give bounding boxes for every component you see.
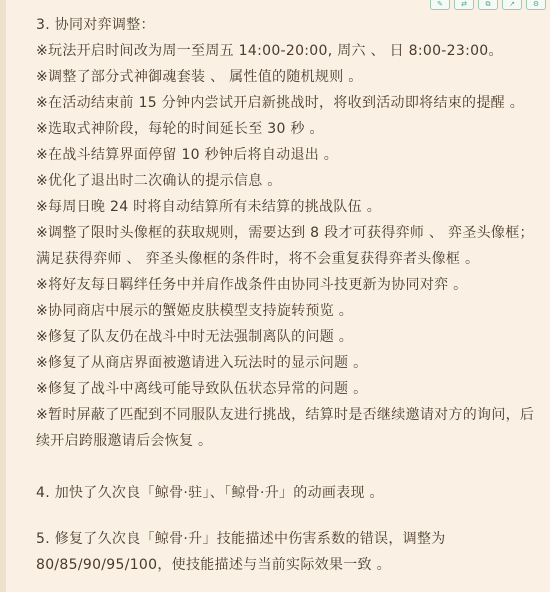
list-item: ※选取式神阶段，每轮的时间延长至 30 秒 。 xyxy=(36,121,324,137)
list-item: ※玩法开启时间改为周一至周五 14:00-20:00, 周六 、 日 8:00-23:00。 xyxy=(36,43,503,59)
edit-icon[interactable]: ✎ xyxy=(430,0,450,10)
list-item: ※暂时屏蔽了匹配到不同服队友进行挑战，结算时是否继续邀请对方的询问，后续开启跨服邀请后会恢复 。 xyxy=(36,407,535,449)
top-toolbar xyxy=(430,0,546,10)
section-3-heading: 3. 协同对弈调整： xyxy=(36,17,155,33)
list-item: ※在活动结束前 15 分钟内尝试开启新挑战时，将收到活动即将结束的提醒 。 xyxy=(36,95,524,111)
list-item: ※修复了从商店界面被邀请进入玩法时的显示问题 。 xyxy=(36,355,368,371)
list-item: ※修复了队友仍在战斗中时无法强制离队的问题 。 xyxy=(36,329,354,345)
list-item: ※修复了战斗中离线可能导致队伍状态异常的问题 。 xyxy=(36,381,368,397)
list-item: ※调整了限时头像框的获取规则，需要达到 8 段才可获得弈师 、 弈圣头像框；满足获得弈师 、 弈圣头像框的条件时，将不会重复获得弈者头像框 。 xyxy=(36,225,534,267)
patch-notes-content xyxy=(36,12,536,578)
list-item: ※协同商店中展示的蟹姬皮肤模型支持旋转预览 。 xyxy=(36,303,354,319)
settings-icon[interactable]: ⚙ xyxy=(526,0,546,10)
list-item: ※优化了退出时二次确认的提示信息 。 xyxy=(36,173,282,189)
list-item: ※将好友每日羁绊任务中并肩作战条件由协同斗技更新为协同对弈 。 xyxy=(36,277,468,293)
section-spacer xyxy=(36,454,536,480)
section-4-text: 4. 加快了久次良「鲸骨·驻」、「鲸骨·升」的动画表现 。 xyxy=(36,485,384,501)
list-item: ※调整了部分式神御魂套装 、 属性值的随机规则 。 xyxy=(36,69,363,85)
copy-icon[interactable]: ⧉ xyxy=(478,0,498,10)
list-item: ※每周日晚 24 时将自动结算所有未结算的挑战队伍 。 xyxy=(36,199,381,215)
translate-icon[interactable]: ⇄ xyxy=(454,0,474,10)
section-spacer xyxy=(36,506,536,526)
section-5-text: 5. 修复了久次良「鲸骨·升」技能描述中伤害系数的错误，调整为 80/85/90/95/100，使技能描述与当前实际效果一致 。 xyxy=(36,531,446,573)
list-item: ※在战斗结算界面停留 10 秒钟后将自动退出 。 xyxy=(36,147,339,163)
external-link-icon[interactable]: ↗ xyxy=(502,0,522,10)
